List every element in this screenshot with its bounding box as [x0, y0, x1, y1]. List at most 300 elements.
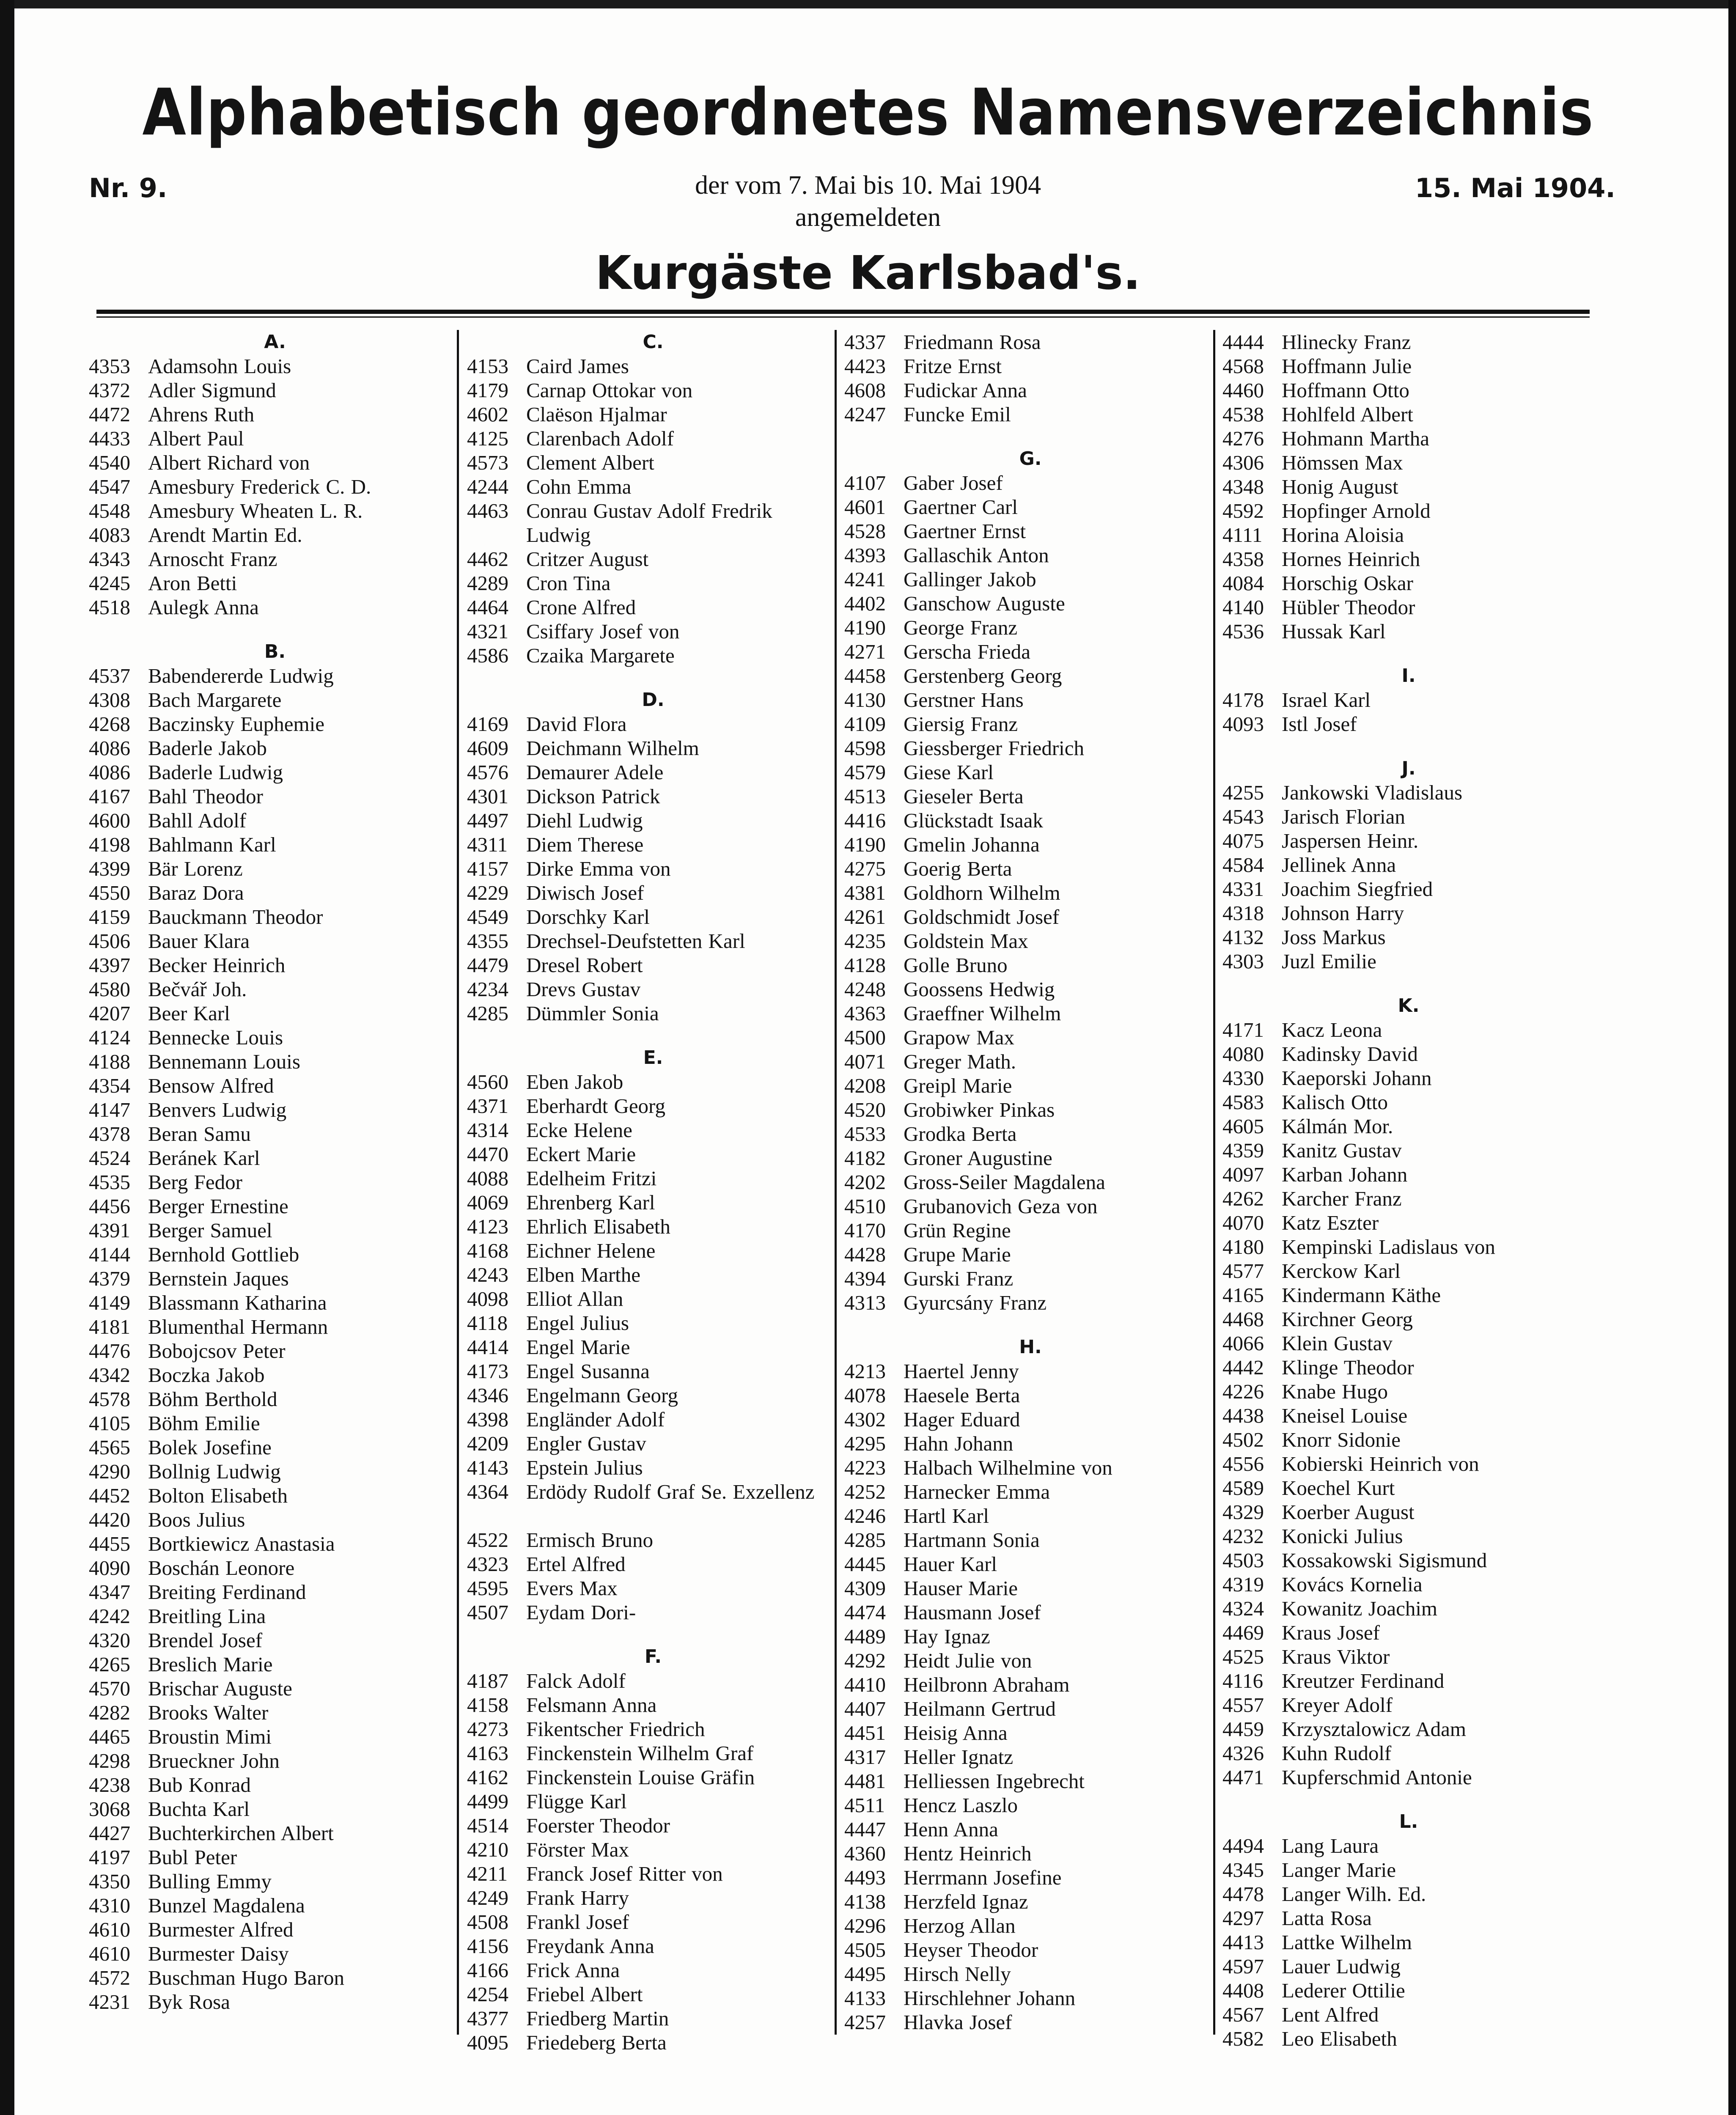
list-item [844, 1721, 1217, 1745]
list-item [1222, 378, 1595, 402]
list-item [1222, 1765, 1595, 1789]
list-item [844, 1194, 1217, 1218]
guest-number: 4153 [467, 354, 508, 378]
guest-name: Lattke Wilhelm [1282, 1931, 1412, 1954]
guest-name: Eberhardt Georg [526, 1094, 665, 1118]
guest-name: Engler Gustav [526, 1432, 646, 1455]
guest-number: 4609 [467, 736, 508, 760]
name-column-3 [844, 330, 1217, 2055]
list-item [844, 736, 1217, 760]
guest-name: Dümmler Sonia [526, 1002, 659, 1025]
guest-number: 4550 [89, 881, 130, 904]
guest-number: 4166 [467, 1958, 508, 1982]
guest-name: Conrau Gustav Adolf Fredrik Ludwig [526, 499, 772, 547]
guest-number: 4420 [89, 1508, 130, 1531]
guest-number: 4355 [467, 929, 508, 953]
guest-number: 4605 [1222, 1115, 1264, 1138]
guest-name: Katz Eszter [1282, 1211, 1379, 1234]
list-item [467, 1070, 839, 1094]
guest-number: 4318 [1222, 901, 1264, 925]
guest-number: 4556 [1222, 1452, 1264, 1475]
guest-name: Juzl Emilie [1282, 950, 1376, 973]
guest-name: Kindermann Käthe [1282, 1283, 1441, 1307]
list-item [844, 1098, 1217, 1122]
list-item [1222, 688, 1595, 712]
guest-name: Krzysztalowicz Adam [1282, 1717, 1467, 1741]
list-item [844, 354, 1217, 378]
guest-number: 4345 [1222, 1858, 1264, 1882]
guest-name: Blassmann Katharina [148, 1291, 327, 1314]
guest-number: 4324 [1222, 1597, 1264, 1620]
guest-name: Gmelin Johanna [904, 833, 1040, 856]
guest-name: Jaspersen Heinr. [1282, 829, 1419, 852]
guest-name: Konicki Julius [1282, 1524, 1403, 1548]
guest-name: Kaeporski Johann [1282, 1066, 1432, 1090]
list-item [89, 1508, 461, 1532]
guest-number: 4314 [467, 1118, 508, 1142]
guest-name: Evers Max [526, 1577, 618, 1600]
guest-number: 4241 [844, 568, 886, 591]
guest-name: Dorschky Karl [526, 905, 650, 928]
guest-number: 4238 [89, 1773, 130, 1796]
guest-number: 4359 [1222, 1139, 1264, 1162]
list-item [467, 354, 839, 378]
guest-name: Gerscha Frieda [904, 640, 1030, 663]
guest-number: 4290 [89, 1460, 130, 1483]
guest-name: Drechsel-Deufstetten Karl [526, 929, 745, 953]
list-item [89, 1917, 461, 1942]
guest-number: 4248 [844, 978, 886, 1001]
guest-number: 4410 [844, 1673, 886, 1696]
list-item [1222, 1930, 1595, 1954]
guest-number: 4353 [89, 354, 130, 378]
list-item [89, 1845, 461, 1869]
guest-name: Hahn Johann [904, 1432, 1014, 1455]
list-item [1222, 1717, 1595, 1741]
guest-number: 4379 [89, 1267, 130, 1290]
name-column-2 [467, 330, 839, 2075]
list-item [89, 1652, 461, 1676]
guest-number: 4586 [467, 644, 508, 667]
list-item [1222, 1548, 1595, 1572]
guest-name: Ehrenberg Karl [526, 1191, 655, 1214]
guest-number: 4381 [844, 881, 886, 904]
list-item [467, 378, 839, 402]
guest-name: Kobierski Heinrich von [1282, 1452, 1479, 1475]
list-item [467, 1838, 839, 1862]
guest-name: Jellinek Anna [1282, 853, 1396, 876]
guest-name: Cron Tina [526, 571, 611, 595]
list-item [467, 402, 839, 426]
guest-number: 4242 [89, 1604, 130, 1628]
guest-name: Honig August [1282, 475, 1398, 498]
guest-number: 4570 [89, 1677, 130, 1700]
list-item [89, 881, 461, 905]
guest-number: 4198 [89, 833, 130, 856]
list-item [1222, 1693, 1595, 1717]
guest-name: Hay Ignaz [904, 1625, 990, 1648]
list-item [844, 1074, 1217, 1098]
list-item [89, 760, 461, 784]
guest-number: 4538 [1222, 403, 1264, 426]
guest-name: Hohmann Martha [1282, 427, 1429, 450]
guest-number: 4309 [844, 1577, 886, 1600]
guest-name: Aulegk Anna [148, 596, 259, 619]
guest-name: Friedeberg Berta [526, 2031, 667, 2054]
letter-heading: K. [1398, 995, 1420, 1016]
guest-number: 4608 [844, 379, 886, 402]
guest-name: Golle Bruno [904, 953, 1008, 977]
guest-number: 4109 [844, 712, 886, 736]
list-item [467, 953, 839, 977]
guest-number: 4321 [467, 620, 508, 643]
letter-section [844, 1335, 1217, 2034]
guest-name: Bennecke Louis [148, 1026, 283, 1049]
guest-number: 4090 [89, 1556, 130, 1579]
guest-name: Engelmann Georg [526, 1384, 678, 1407]
guest-number: 4144 [89, 1243, 130, 1266]
guest-name: Istl Josef [1282, 712, 1357, 736]
guest-name: Friedberg Martin [526, 2007, 669, 2030]
guest-number: 4308 [89, 688, 130, 711]
guest-name: Gallinger Jakob [904, 568, 1036, 591]
guest-number: 4469 [1222, 1621, 1264, 1644]
list-item [844, 1697, 1217, 1721]
guest-number: 4459 [1222, 1717, 1264, 1741]
list-item [89, 571, 461, 595]
guest-number: 4567 [1222, 2003, 1264, 2026]
list-item [844, 1266, 1217, 1291]
guest-name: Joachim Siegfried [1282, 877, 1433, 901]
guest-name: Engel Susanna [526, 1360, 650, 1383]
list-item [1222, 1621, 1595, 1645]
list-item [844, 1025, 1217, 1049]
letter-heading: F. [644, 1646, 662, 1667]
guest-number: 4158 [467, 1693, 508, 1717]
guest-number: 4610 [89, 1918, 130, 1941]
list-item [89, 595, 461, 619]
guest-number: 4565 [89, 1436, 130, 1459]
list-item [1222, 1452, 1595, 1476]
guest-name: Koerber August [1282, 1500, 1415, 1524]
list-item [467, 1142, 839, 1166]
guest-name: Israel Karl [1282, 688, 1371, 711]
guest-name: Fikentscher Friedrich [526, 1717, 705, 1741]
guest-number: 4399 [89, 857, 130, 880]
guest-name: Hoffmann Julie [1282, 354, 1412, 378]
list-item [89, 1266, 461, 1291]
guest-name: Dickson Patrick [526, 785, 660, 808]
list-item [89, 1821, 461, 1845]
letter-heading: D. [642, 689, 665, 711]
guest-name: Freydank Anna [526, 1934, 654, 1958]
list-item [844, 1049, 1217, 1074]
guest-number: 4070 [1222, 1211, 1264, 1234]
guest-number: 4535 [89, 1170, 130, 1194]
guest-name: Berg Fedor [148, 1170, 242, 1194]
guest-number: 4520 [844, 1098, 886, 1121]
guest-name: Johnson Harry [1282, 901, 1404, 925]
guest-number: 4181 [89, 1315, 130, 1338]
guest-number: 4317 [844, 1745, 886, 1769]
list-item [467, 1166, 839, 1190]
guest-name: Boos Julius [148, 1508, 245, 1531]
guest-name: Fudickar Anna [904, 379, 1027, 402]
list-item [89, 547, 461, 571]
guest-name: Hornes Heinrich [1282, 547, 1420, 571]
letter-heading: A. [264, 331, 286, 353]
list-item [467, 571, 839, 595]
guest-number: 4187 [467, 1669, 508, 1692]
guest-number: 4428 [844, 1243, 886, 1266]
guest-name: Benvers Ludwig [148, 1098, 287, 1121]
guest-number: 4378 [89, 1122, 130, 1145]
guest-name: Boczka Jakob [148, 1363, 265, 1387]
guest-number: 4595 [467, 1577, 508, 1600]
guest-name: Finckenstein Louise Gräfin [526, 1766, 755, 1789]
guest-name: Baderle Ludwig [148, 761, 283, 784]
list-item [844, 471, 1217, 495]
guest-number: 4262 [1222, 1187, 1264, 1210]
list-item [89, 1146, 461, 1170]
list-item [844, 495, 1217, 519]
guest-name: Aron Betti [148, 571, 237, 595]
section-heading: Kurgäste Karlsbad's. [595, 246, 1141, 300]
guest-name: Bensow Alfred [148, 1074, 274, 1097]
guest-name: Albert Paul [148, 427, 244, 450]
list-item [467, 1789, 839, 1813]
list-item [467, 736, 839, 760]
guest-number: 4427 [89, 1821, 130, 1845]
guest-name: Diehl Ludwig [526, 809, 643, 832]
guest-number: 4084 [1222, 571, 1264, 595]
guest-number: 4518 [89, 596, 130, 619]
list-item [467, 784, 839, 808]
guest-name: Carnap Ottokar von [526, 379, 693, 402]
guest-name: Goldschmidt Josef [904, 905, 1060, 928]
guest-number: 4580 [89, 978, 130, 1001]
guest-number: 4537 [89, 664, 130, 687]
list-item [844, 1122, 1217, 1146]
guest-name: Hlavka Josef [904, 2011, 1012, 2034]
list-item [1222, 1114, 1595, 1138]
letter-section [467, 1645, 839, 2055]
list-item [844, 1745, 1217, 1769]
list-item [844, 881, 1217, 905]
guest-number: 4474 [844, 1601, 886, 1624]
guest-name: Goldstein Max [904, 929, 1028, 953]
guest-name: Jankowski Vladislaus [1282, 781, 1463, 804]
guest-number: 4071 [844, 1050, 886, 1073]
guest-number: 4273 [467, 1717, 508, 1741]
guest-name: Baczinsky Euphemie [148, 712, 325, 736]
list-item [1222, 829, 1595, 853]
guest-name: Hohlfeld Albert [1282, 403, 1413, 426]
guest-number: 4493 [844, 1866, 886, 1889]
guest-name: Finckenstein Wilhelm Graf [526, 1741, 754, 1765]
guest-name: Bach Margarete [148, 688, 282, 711]
guest-name: Klein Gustav [1282, 1332, 1393, 1355]
guest-number: 4078 [844, 1384, 886, 1407]
guest-number: 4548 [89, 499, 130, 522]
guest-name: Kadinsky David [1282, 1042, 1418, 1066]
guest-name: Heller Ignatz [904, 1745, 1014, 1769]
guest-name: Helliessen Ingebrecht [904, 1769, 1085, 1793]
letter-section [844, 447, 1217, 1315]
guest-name: Böhm Emilie [148, 1412, 260, 1435]
list-item [89, 1122, 461, 1146]
list-item [467, 1311, 839, 1335]
guest-name: Hübler Theodor [1282, 596, 1415, 619]
letter-heading: H. [1019, 1336, 1042, 1358]
guest-name: Bahlmann Karl [148, 833, 276, 856]
name-column-4 [1222, 330, 1595, 2071]
guest-number: 4168 [467, 1239, 508, 1262]
guest-name: Knabe Hugo [1282, 1380, 1388, 1403]
guest-name: Gaertner Carl [904, 495, 1018, 519]
list-item [844, 1938, 1217, 1962]
guest-number: 4470 [467, 1143, 508, 1166]
guest-name: Brooks Walter [148, 1701, 269, 1724]
list-item [89, 1532, 461, 1556]
guest-number: 4462 [467, 547, 508, 571]
list-item [89, 354, 461, 378]
list-item [844, 1431, 1217, 1456]
guest-name: Bortkiewicz Anastasia [148, 1532, 335, 1555]
guest-number: 4111 [1222, 523, 1263, 547]
heading-rule [96, 310, 1590, 314]
list-item [1222, 1476, 1595, 1500]
guest-number: 4243 [467, 1263, 508, 1286]
guest-number: 4289 [467, 571, 508, 595]
guest-number: 4568 [1222, 354, 1264, 378]
guest-number: 4452 [89, 1484, 130, 1507]
list-item [1222, 901, 1595, 925]
list-item [467, 1958, 839, 1982]
guest-name: Kupferschmid Antonie [1282, 1766, 1472, 1789]
guest-number: 4573 [467, 451, 508, 474]
guest-number: 4343 [89, 547, 130, 571]
list-item [467, 475, 839, 499]
list-item [89, 712, 461, 736]
guest-number: 4178 [1222, 688, 1264, 711]
guest-name: Bernstein Jaques [148, 1267, 289, 1290]
guest-name: Dresel Robert [526, 953, 643, 977]
guest-name: Ertel Alfred [526, 1552, 626, 1576]
list-item [89, 1074, 461, 1098]
list-item [844, 953, 1217, 977]
list-item [467, 929, 839, 953]
list-item [1222, 499, 1595, 523]
list-item [467, 595, 839, 619]
guest-name: Greger Math. [904, 1050, 1016, 1073]
guest-name: Eben Jakob [526, 1070, 624, 1093]
guest-number: 4513 [844, 785, 886, 808]
guest-number: 4589 [1222, 1476, 1264, 1500]
guest-number: 4143 [467, 1456, 508, 1479]
list-item [89, 1966, 461, 1990]
guest-name: Heisig Anna [904, 1721, 1008, 1744]
guest-number: 4093 [1222, 712, 1264, 736]
guest-number: 4363 [844, 1002, 886, 1025]
list-item [844, 1986, 1217, 2010]
list-item [89, 499, 461, 523]
letter-heading: G. [1019, 448, 1042, 470]
guest-name: David Flora [526, 712, 627, 736]
list-item [89, 1749, 461, 1773]
guest-number: 4116 [1222, 1669, 1264, 1692]
guest-number: 4133 [844, 1986, 886, 2010]
guest-number: 4463 [467, 499, 508, 522]
guest-number: 4525 [1222, 1645, 1264, 1668]
guest-number: 4118 [467, 1311, 508, 1335]
list-item [1222, 1428, 1595, 1452]
list-item [89, 1098, 461, 1122]
guest-number: 4295 [844, 1432, 886, 1455]
guest-name: Lauer Ludwig [1282, 1955, 1401, 1978]
guest-number: 4285 [467, 1002, 508, 1025]
list-item [467, 881, 839, 905]
list-item [467, 1335, 839, 1359]
guest-number: 4173 [467, 1360, 508, 1383]
guest-name: Epstein Julius [526, 1456, 643, 1479]
guest-name: Amesbury Frederick C. D. [148, 475, 371, 498]
list-item [844, 1146, 1217, 1170]
list-item [844, 905, 1217, 929]
guest-number: 4140 [1222, 596, 1264, 619]
letter-heading: L. [1399, 1811, 1418, 1832]
list-item [1222, 1162, 1595, 1187]
list-item [844, 1841, 1217, 1865]
guest-number: 4572 [89, 1966, 130, 1989]
guest-number: 4247 [844, 403, 886, 426]
list-item [89, 1556, 461, 1580]
guest-name: Ganschow Auguste [904, 592, 1065, 615]
guest-number: 4080 [1222, 1042, 1264, 1066]
list-item [467, 1576, 839, 1600]
guest-name: Brueckner John [148, 1749, 280, 1772]
guest-name: Berger Ernestine [148, 1195, 288, 1218]
list-item [844, 1962, 1217, 1986]
list-item [844, 1001, 1217, 1025]
guest-name: Grobiwker Pinkas [904, 1098, 1055, 1121]
guest-name: Karban Johann [1282, 1163, 1408, 1186]
list-item [467, 1982, 839, 2006]
list-item [467, 1480, 839, 1528]
guest-number: 4320 [89, 1629, 130, 1652]
guest-name: Edelheim Fritzi [526, 1167, 657, 1190]
guest-name: Kossakowski Sigismund [1282, 1549, 1487, 1572]
guest-name: Bolton Elisabeth [148, 1484, 288, 1507]
list-item [89, 426, 461, 450]
guest-number: 4157 [467, 857, 508, 880]
list-item [1222, 402, 1595, 426]
guest-name: Kraus Josef [1282, 1621, 1380, 1644]
guest-number: 4358 [1222, 547, 1264, 571]
guest-name: Burmester Daisy [148, 1942, 289, 1965]
guest-number: 4597 [1222, 1955, 1264, 1978]
guest-name: Diwisch Josef [526, 881, 644, 904]
guest-number: 4310 [89, 1894, 130, 1917]
guest-name: Babendererde Ludwig [148, 664, 334, 687]
list-item [467, 1118, 839, 1142]
list-item [89, 1893, 461, 1917]
guest-name: Diem Therese [526, 833, 644, 856]
list-item [89, 1628, 461, 1652]
guest-name: Breitling Lina [148, 1604, 266, 1628]
list-item [844, 1480, 1217, 1504]
letter-heading: I. [1401, 665, 1416, 687]
